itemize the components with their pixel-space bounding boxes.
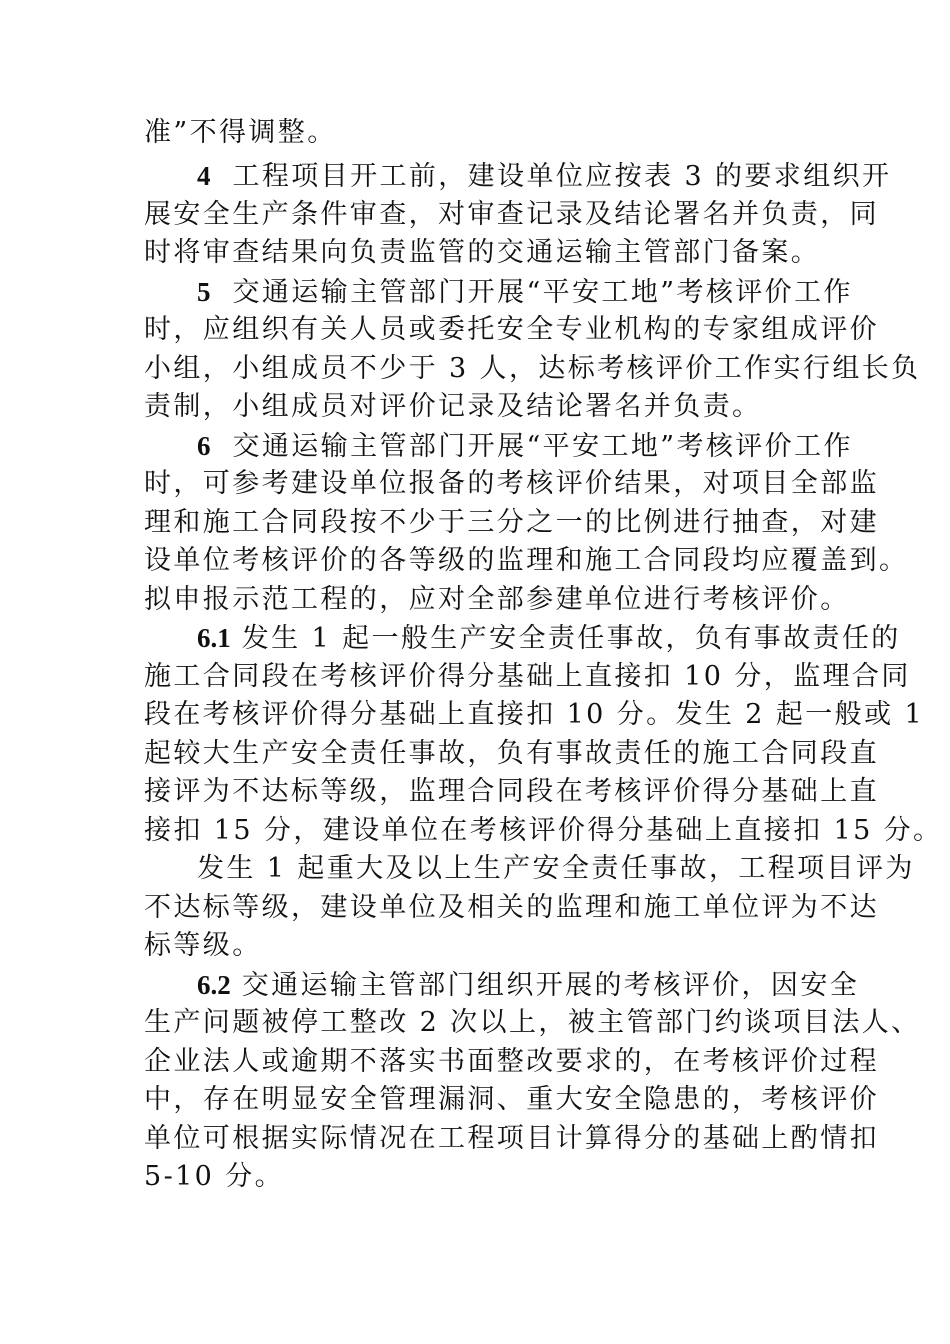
clause-line: 6.1 发生 1 起一般生产安全责任事故，负有事故责任的 bbox=[197, 623, 901, 654]
text-line: 施工合同段在考核评价得分基础上直接扣 10 分，监理合同 bbox=[144, 661, 911, 692]
text-line: 生产问题被停工整改 2 次以上，被主管部门约谈项目法人、 bbox=[144, 1007, 921, 1038]
clause-number: 6.2 bbox=[197, 970, 231, 1000]
clause-number: 6.1 bbox=[197, 623, 231, 653]
clause-line: 4 工程项目开工前，建设单位应按表 3 的要求组织开 bbox=[197, 161, 892, 192]
text-line: 不达标等级，建设单位及相关的监理和施工单位评为不达 bbox=[144, 892, 879, 923]
text-line: 5-10 分。 bbox=[144, 1161, 285, 1192]
clause-line: 6.2 交通运输主管部门组织开展的考核评价，因安全 bbox=[197, 970, 860, 1001]
text-line: 展安全生产条件审查，对审查记录及结论署名并负责，同 bbox=[144, 199, 879, 230]
clause-number: 4 bbox=[197, 161, 211, 191]
text-line: 段在考核评价得分基础上直接扣 10 分。发生 2 起一般或 1 bbox=[144, 699, 925, 730]
text-line: 时将审查结果向负责监管的交通运输主管部门备案。 bbox=[144, 237, 821, 268]
text-line: 时，应组织有关人员或委托安全专业机构的专家组成评价 bbox=[144, 314, 879, 345]
text-line: 接评为不达标等级，监理合同段在考核评价得分基础上直 bbox=[144, 776, 879, 807]
clause-line: 5 交通运输主管部门开展“平安工地”考核评价工作 bbox=[197, 277, 853, 308]
clause-number: 6 bbox=[197, 431, 211, 461]
text-line: 拟申报示范工程的，应对全部参建单位进行考核评价。 bbox=[144, 584, 850, 615]
text-line: 标等级。 bbox=[144, 930, 262, 961]
text-line: 设单位考核评价的各等级的监理和施工合同段均应覆盖到。 bbox=[144, 545, 909, 576]
text-line: 中，存在明显安全管理漏洞、重大安全隐患的，考核评价 bbox=[144, 1084, 879, 1115]
text-line: 起较大生产安全责任事故，负有事故责任的施工合同段直 bbox=[144, 738, 879, 769]
text-line: 责制，小组成员对评价记录及结论署名并负责。 bbox=[144, 391, 762, 422]
text-line: 接扣 15 分，建设单位在考核评价得分基础上直接扣 15 分。 bbox=[144, 815, 943, 846]
text-line: 单位可根据实际情况在工程项目计算得分的基础上酌情扣 bbox=[144, 1123, 879, 1154]
text-line: 时，可参考建设单位报备的考核评价结果，对项目全部监 bbox=[144, 468, 879, 499]
text-line: 企业法人或逾期不落实书面整改要求的，在考核评价过程 bbox=[144, 1046, 879, 1077]
text-line: 小组，小组成员不少于 3 人，达标考核评价工作实行组长负 bbox=[144, 353, 921, 384]
clause-number: 5 bbox=[197, 277, 211, 307]
clause-line: 6 交通运输主管部门开展“平安工地”考核评价工作 bbox=[197, 431, 853, 462]
text-line: 理和施工合同段按不少于三分之一的比例进行抽查，对建 bbox=[144, 507, 879, 538]
text-line: 准”不得调整。 bbox=[144, 117, 337, 148]
text-line: 发生 1 起重大及以上生产安全责任事故，工程项目评为 bbox=[197, 853, 915, 884]
